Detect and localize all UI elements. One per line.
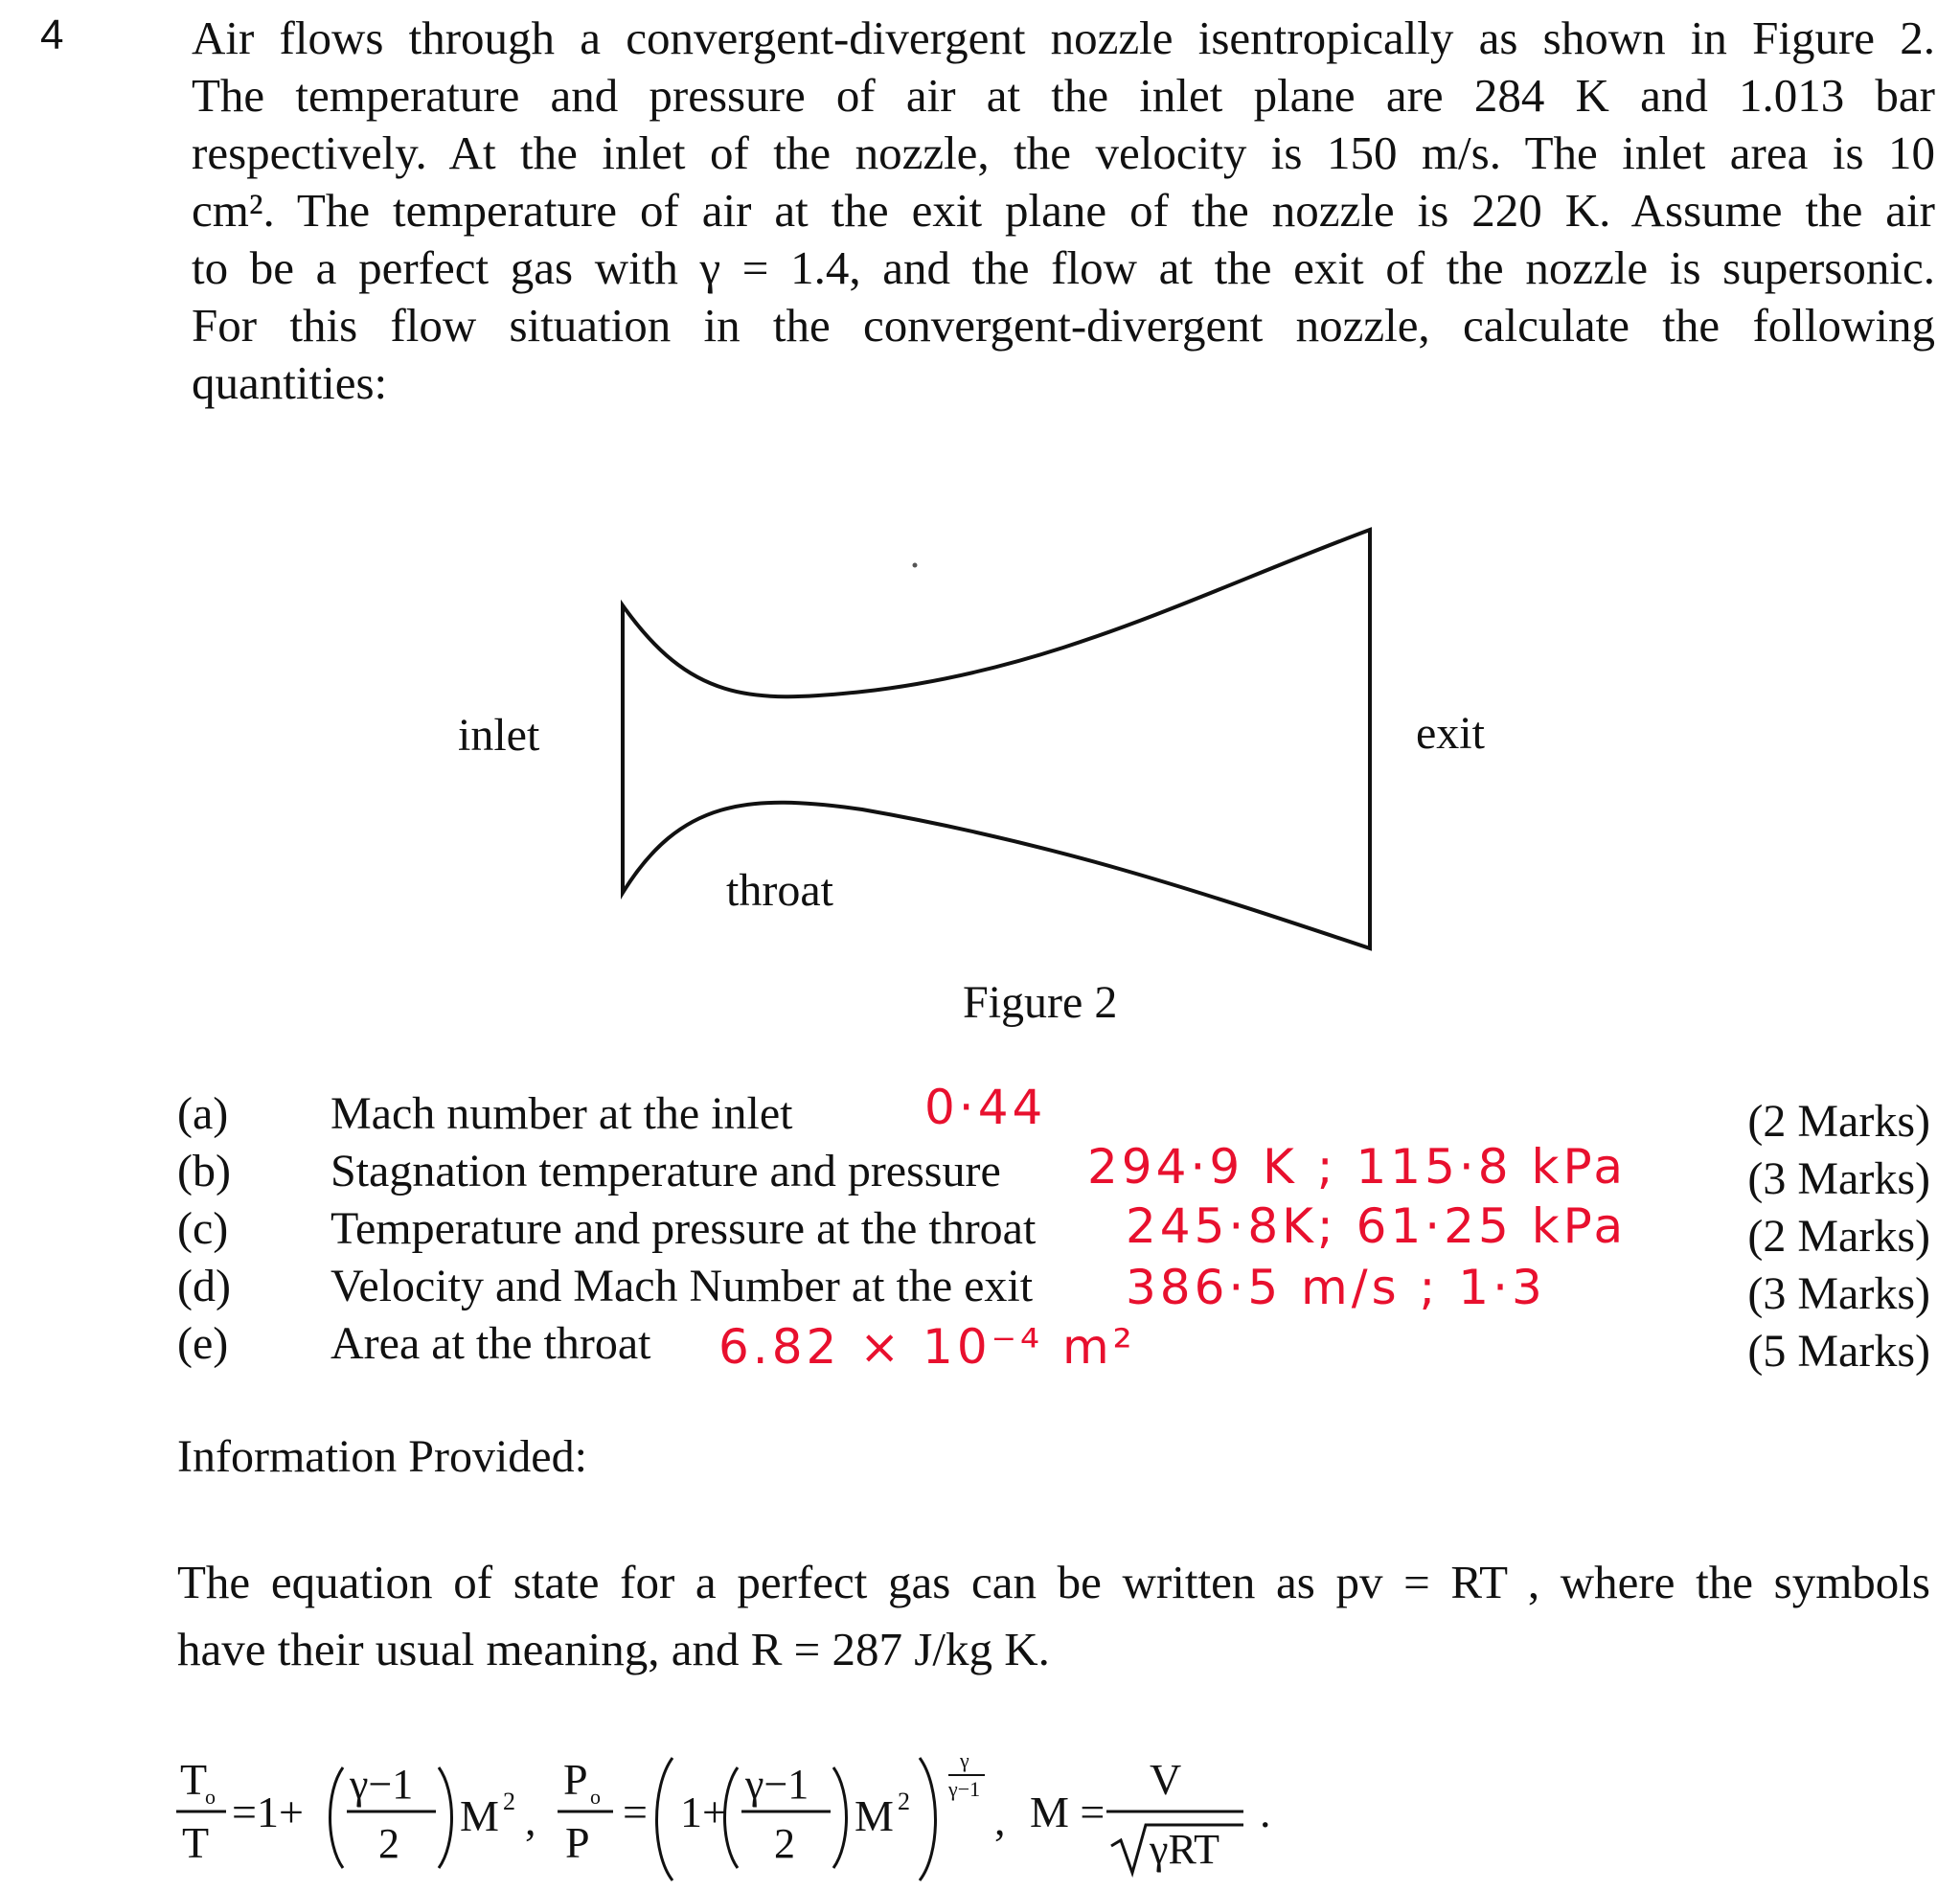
t0-numerator: T (180, 1755, 208, 1804)
part-marks: (3 Marks) (1747, 1268, 1930, 1319)
mach-equals: M = (1030, 1788, 1105, 1836)
part-row (177, 1139, 1930, 1204)
comma-2: , (994, 1795, 1006, 1844)
mach-m: M (460, 1791, 499, 1840)
question-line: respectively. At the inlet of the nozzle, the velocity is 150 m/s. The inlet area is 10 (192, 126, 1935, 179)
two: 2 (378, 1820, 399, 1867)
exponent-numerator: γ (960, 1748, 969, 1772)
part-marks: (5 Marks) (1747, 1326, 1930, 1377)
question-line: Air flows through a convergent-divergent nozzle isentropically as shown in Figure 2. (192, 11, 1935, 64)
question-line: quantities: (192, 356, 388, 409)
part-marks: (2 Marks) (1747, 1096, 1930, 1147)
part-letter: (e) (177, 1318, 229, 1369)
part-description: Temperature and pressure at the throat (330, 1203, 1037, 1254)
equation-of-state-text (177, 1549, 1930, 1683)
part-letter: (c) (177, 1203, 229, 1254)
gamma-r-t: γRT (1150, 1826, 1220, 1873)
gamma-minus-one-2: γ−1 (745, 1761, 809, 1808)
part-row (177, 1260, 1930, 1317)
isentropic-formulas (172, 1739, 1514, 1882)
part-letter: (b) (177, 1146, 231, 1196)
eos-line: have their usual meaning, and R = 287 J/kg K. (177, 1623, 1050, 1675)
stray-dot (913, 563, 918, 568)
part-description: Area at the throat (330, 1318, 651, 1369)
handwritten-answer: 245·8K; 61·25 kPa (1126, 1198, 1628, 1254)
info-title: Information Provided: (177, 1431, 587, 1482)
figure-caption: Figure 2 (963, 977, 1118, 1028)
mach-m-2: M (855, 1791, 894, 1840)
mach-squared: 2 (503, 1788, 515, 1815)
inlet-label: inlet (458, 710, 540, 761)
question-line: For this flow situation in the convergent-divergent nozzle, calculate the following (192, 299, 1935, 352)
part-letter: (d) (177, 1261, 231, 1311)
eq-equals: = (623, 1788, 648, 1836)
part-row (177, 1198, 1930, 1262)
exponent-denominator: γ−1 (948, 1777, 981, 1801)
period: . (1260, 1788, 1271, 1836)
question-line: cm². The temperature of air at the exit plane of the nozzle is 220 K. Assume the air (192, 184, 1935, 237)
part-description: Stagnation temperature and pressure (330, 1146, 1001, 1196)
exit-label: exit (1416, 708, 1485, 759)
part-row (177, 1080, 1930, 1147)
part-row (177, 1317, 1930, 1375)
handwritten-answer: 386·5 m/s ; 1·3 (1126, 1260, 1546, 1315)
eq-one-plus-2: 1+ (680, 1788, 727, 1836)
handwritten-answer: 6.82 × 10⁻⁴ m² (718, 1319, 1136, 1375)
handwritten-answer: 0·44 (924, 1080, 1047, 1135)
eos-line: The equation of state for a perfect gas can be written as pv = RT , where the symbols (177, 1556, 1930, 1608)
question-line: to be a perfect gas with γ = 1.4, and the flow at the exit of the nozzle is supersonic. (192, 241, 1935, 294)
part-description: Mach number at the inlet (330, 1088, 793, 1139)
gamma-minus-one: γ−1 (350, 1761, 414, 1808)
t-denominator: T (182, 1818, 210, 1867)
question-line: The temperature and pressure of air at the inlet plane are 284 K and 1.013 bar (192, 69, 1935, 122)
part-marks: (3 Marks) (1747, 1153, 1930, 1204)
velocity-v: V (1150, 1755, 1182, 1804)
part-description: Velocity and Mach Number at the exit (330, 1261, 1034, 1311)
part-letter: (a) (177, 1088, 229, 1139)
p0-subscript: o (590, 1785, 601, 1809)
question-number: 4 (40, 11, 64, 58)
handwritten-answer: 294·9 K ; 115·8 kPa (1087, 1139, 1627, 1195)
comma: , (525, 1795, 536, 1844)
p0-numerator: P (563, 1755, 588, 1804)
eq-one-plus: =1+ (232, 1788, 304, 1836)
two-2: 2 (774, 1820, 795, 1867)
p-denominator: P (565, 1818, 590, 1867)
throat-label: throat (726, 865, 833, 916)
t0-subscript: o (205, 1785, 216, 1809)
part-marks: (2 Marks) (1747, 1211, 1930, 1262)
mach-squared-2: 2 (898, 1788, 910, 1815)
